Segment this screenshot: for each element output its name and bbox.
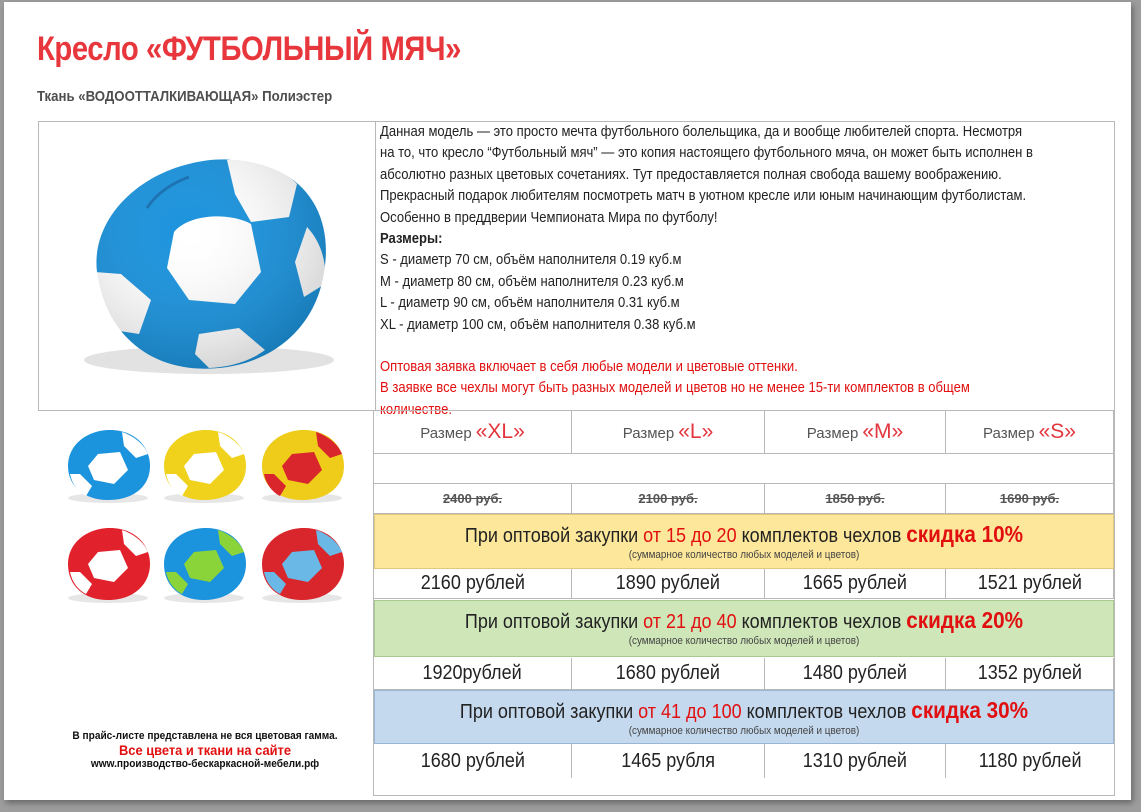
tier1-price-xl: 2160 рублей <box>374 569 572 599</box>
chair-thumb-yellow-red <box>262 430 344 503</box>
wholesale-note-1: Оптовая заявка включает в себя любые модели и цветовые оттенки. <box>380 359 798 376</box>
tier2-price-l: 1680 рублей <box>572 658 765 690</box>
football-chair-image <box>39 122 375 410</box>
size-header-m: Размер «M» <box>765 410 946 454</box>
size-header-s: Размер «S» <box>946 410 1114 454</box>
website-link[interactable]: www.производство-бескаркасной-мебели.рф <box>90 758 320 770</box>
size-spec-xl: XL - диаметр 100 см, объём наполнителя 0.38 куб.м <box>380 316 696 333</box>
tier2-price-xl: 1920рублей <box>374 658 572 690</box>
sizes-heading: Размеры: <box>380 231 443 248</box>
empty-row <box>374 454 1114 484</box>
footer-note <box>20 730 390 770</box>
description-box <box>375 121 1115 411</box>
product-image-box <box>38 121 376 411</box>
fabric-subtitle: Ткань «ВОДООТТАЛКИВАЮЩАЯ» Полиэстер <box>37 88 333 105</box>
old-price-xl: 2400 руб. <box>374 484 572 514</box>
chair-thumb-green-blue <box>164 528 246 603</box>
size-spec-l: L - диаметр 90 см, объём наполнителя 0.31 куб.м <box>380 295 680 312</box>
old-price-l: 2100 руб. <box>572 484 765 514</box>
footer-note-line1: В прайс-листе представлена не вся цветовая гамма. <box>72 730 338 742</box>
tier3-price-m: 1310 рублей <box>765 744 946 778</box>
size-spec-s: S - диаметр 70 см, объём наполнителя 0.19 куб.м <box>380 252 682 269</box>
tier2-price-m: 1480 рублей <box>765 658 946 690</box>
size-header-l: Размер «L» <box>572 410 765 454</box>
tier3-price-s: 1180 рублей <box>978 749 1082 772</box>
discount-band-10: При оптовой закупки от 15 до 20 комплектов чехлов скидка 10% (суммарное количество любых моделей и цветов) <box>374 514 1114 569</box>
discount-band-30: При оптовой закупки от 41 до 100 комплектов чехлов скидка 30% (суммарное количество любых моделей и цветов) <box>374 690 1114 744</box>
discount-band-20: При оптовой закупки от 21 до 40 комплектов чехлов скидка 20% (суммарное количество любых моделей и цветов) <box>374 600 1114 657</box>
old-price-s: 1690 руб. <box>946 484 1114 514</box>
chair-thumb-blue-red <box>262 528 344 603</box>
size-header-xl: Размер «XL» <box>374 410 572 454</box>
footer-note-line2: Все цвета и ткани на сайте <box>118 742 292 758</box>
tier3-price-xl: 1680 рублей <box>374 744 572 778</box>
color-variants-gallery <box>58 424 358 614</box>
page-title: Кресло «ФУТБОЛЬНЫЙ МЯЧ» <box>37 30 461 68</box>
size-spec-m: M - диаметр 80 см, объём наполнителя 0.23 куб.м <box>380 273 684 290</box>
chair-thumb-yellow-white <box>164 430 246 503</box>
tier3-price-l: 1465 рубля <box>572 744 765 778</box>
chair-thumb-red-white <box>68 528 150 603</box>
chair-thumb-blue-white <box>68 430 150 503</box>
old-price-m: 1850 руб. <box>765 484 946 514</box>
tier2-price-s: 1352 рублей <box>946 658 1114 690</box>
description-text: Данная модель — это просто мечта футбольного болельщика, да и вообще любителей спорта. Несмотря на то, что кресло “Футбольный мяч” — это копия настоящего футбольного мяча, он может быть исполнен в абсолютно разных цветовых сочетаниях. Тут предоставляется полная свобода вашему воображению. Прекрасный подарок любителям посмотреть матч в уютном кресле или юным начинающим футболистам. Особенно в преддверии Чемпионата Мира по футболу! <box>380 124 1033 226</box>
tier1-price-m: 1665 рублей <box>765 569 946 599</box>
wholesale-note-2: В заявке все чехлы могут быть разных моделей и цветов но не менее 15-ти комплектов в общем количестве. <box>380 380 970 418</box>
tier1-price-l: 1890 рублей <box>572 569 765 599</box>
tier1-price-s: 1521 рублей <box>946 569 1114 599</box>
